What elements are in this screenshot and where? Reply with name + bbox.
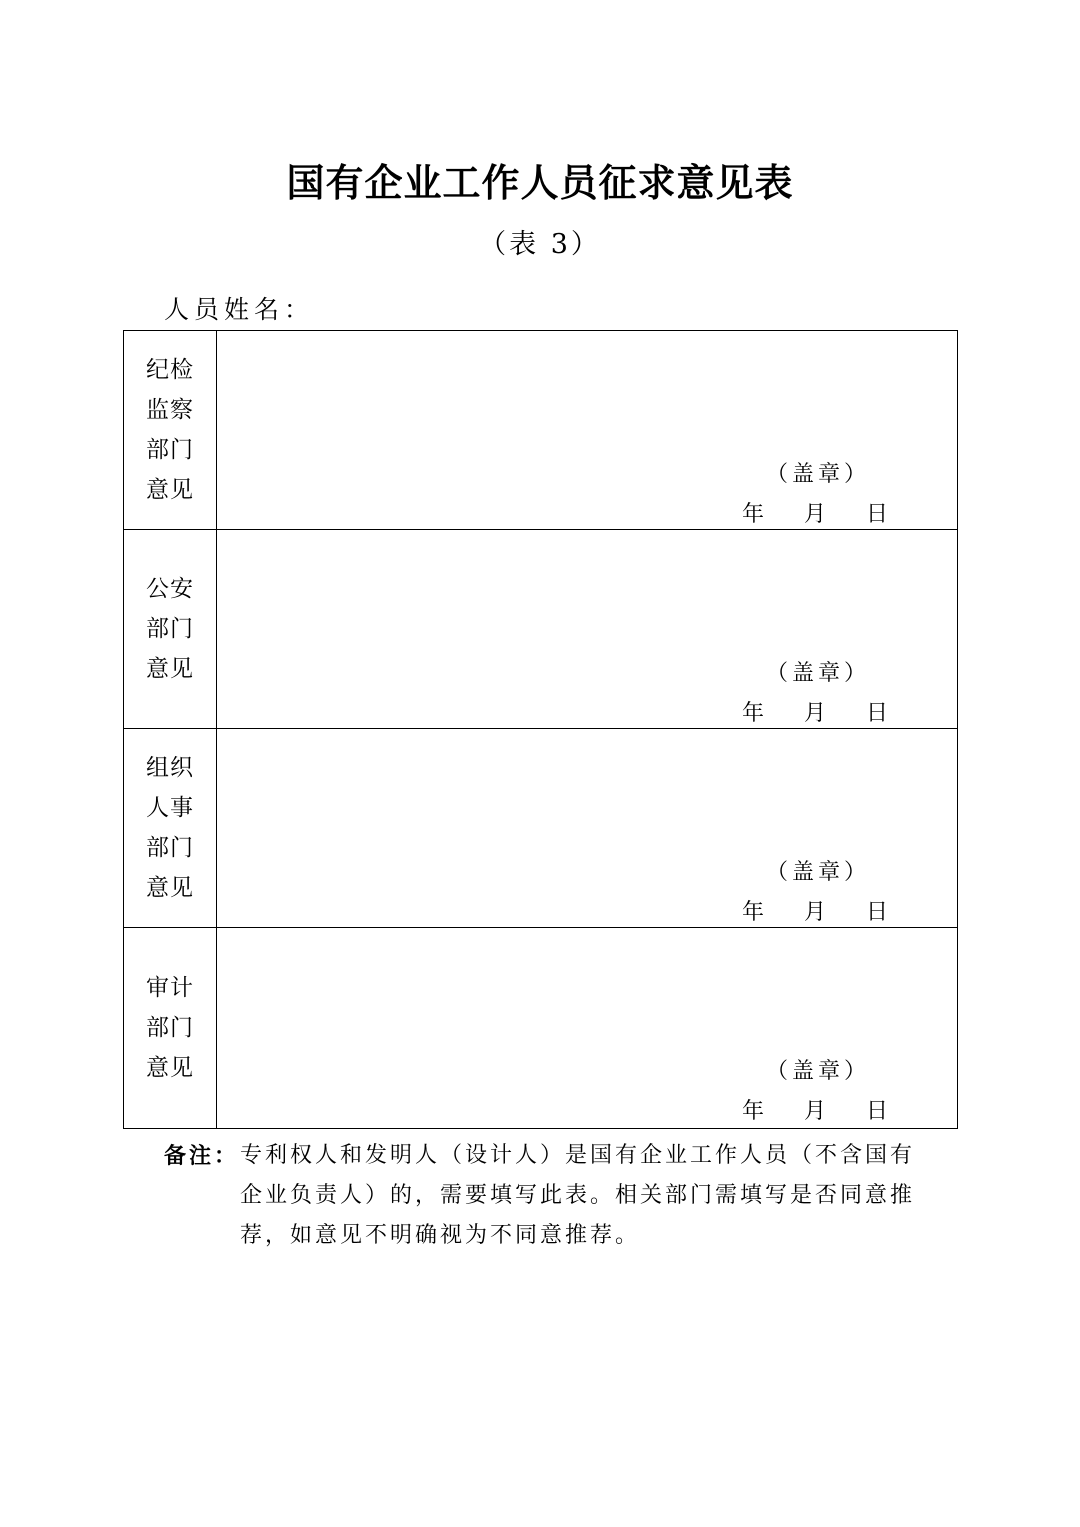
row-organization-personnel [124, 729, 957, 928]
row-label-cell [124, 928, 217, 1128]
seal-label: （盖章） [766, 661, 871, 686]
year-label: 年 [742, 900, 765, 925]
form-title: 国有企业工作人员征求意见表 [286, 160, 794, 205]
year-label: 年 [742, 701, 765, 726]
date-line [742, 895, 888, 926]
row-label: 审计部门意见 [146, 975, 194, 1081]
month-label: 月 [804, 1099, 827, 1124]
row-label: 组织人事部门意见 [146, 755, 194, 901]
form-subtitle: （表 3） [479, 229, 601, 260]
row-audit [124, 928, 957, 1128]
row-public-security [124, 530, 957, 729]
row-discipline-inspection [124, 331, 957, 530]
remarks-text: 专利权人和发明人（设计人）是国有企业工作人员（不含国有企业负责人）的，需要填写此表。相关部门需填写是否同意推荐，如意见不明确视为不同意推荐。 [240, 1143, 916, 1248]
seal-label: （盖章） [766, 462, 871, 487]
seal-label: （盖章） [766, 860, 871, 885]
row-label-cell [124, 331, 217, 529]
year-label: 年 [742, 1099, 765, 1124]
date-line [742, 1094, 888, 1125]
person-name-label: 人员姓名： [164, 295, 315, 324]
month-label: 月 [804, 701, 827, 726]
remarks-heading: 备注： [164, 1143, 240, 1169]
month-label: 月 [804, 502, 827, 527]
month-label: 月 [804, 900, 827, 925]
day-label: 日 [866, 502, 889, 527]
date-line [742, 696, 888, 727]
day-label: 日 [866, 1099, 889, 1124]
date-line [742, 497, 888, 528]
row-label: 纪检监察部门意见 [146, 357, 194, 503]
opinion-table [123, 330, 958, 1129]
day-label: 日 [866, 900, 889, 925]
row-label: 公安部门意见 [146, 576, 194, 682]
year-label: 年 [742, 502, 765, 527]
row-label-cell [124, 530, 217, 728]
seal-label: （盖章） [766, 1059, 871, 1084]
row-label-cell [124, 729, 217, 927]
day-label: 日 [866, 701, 889, 726]
